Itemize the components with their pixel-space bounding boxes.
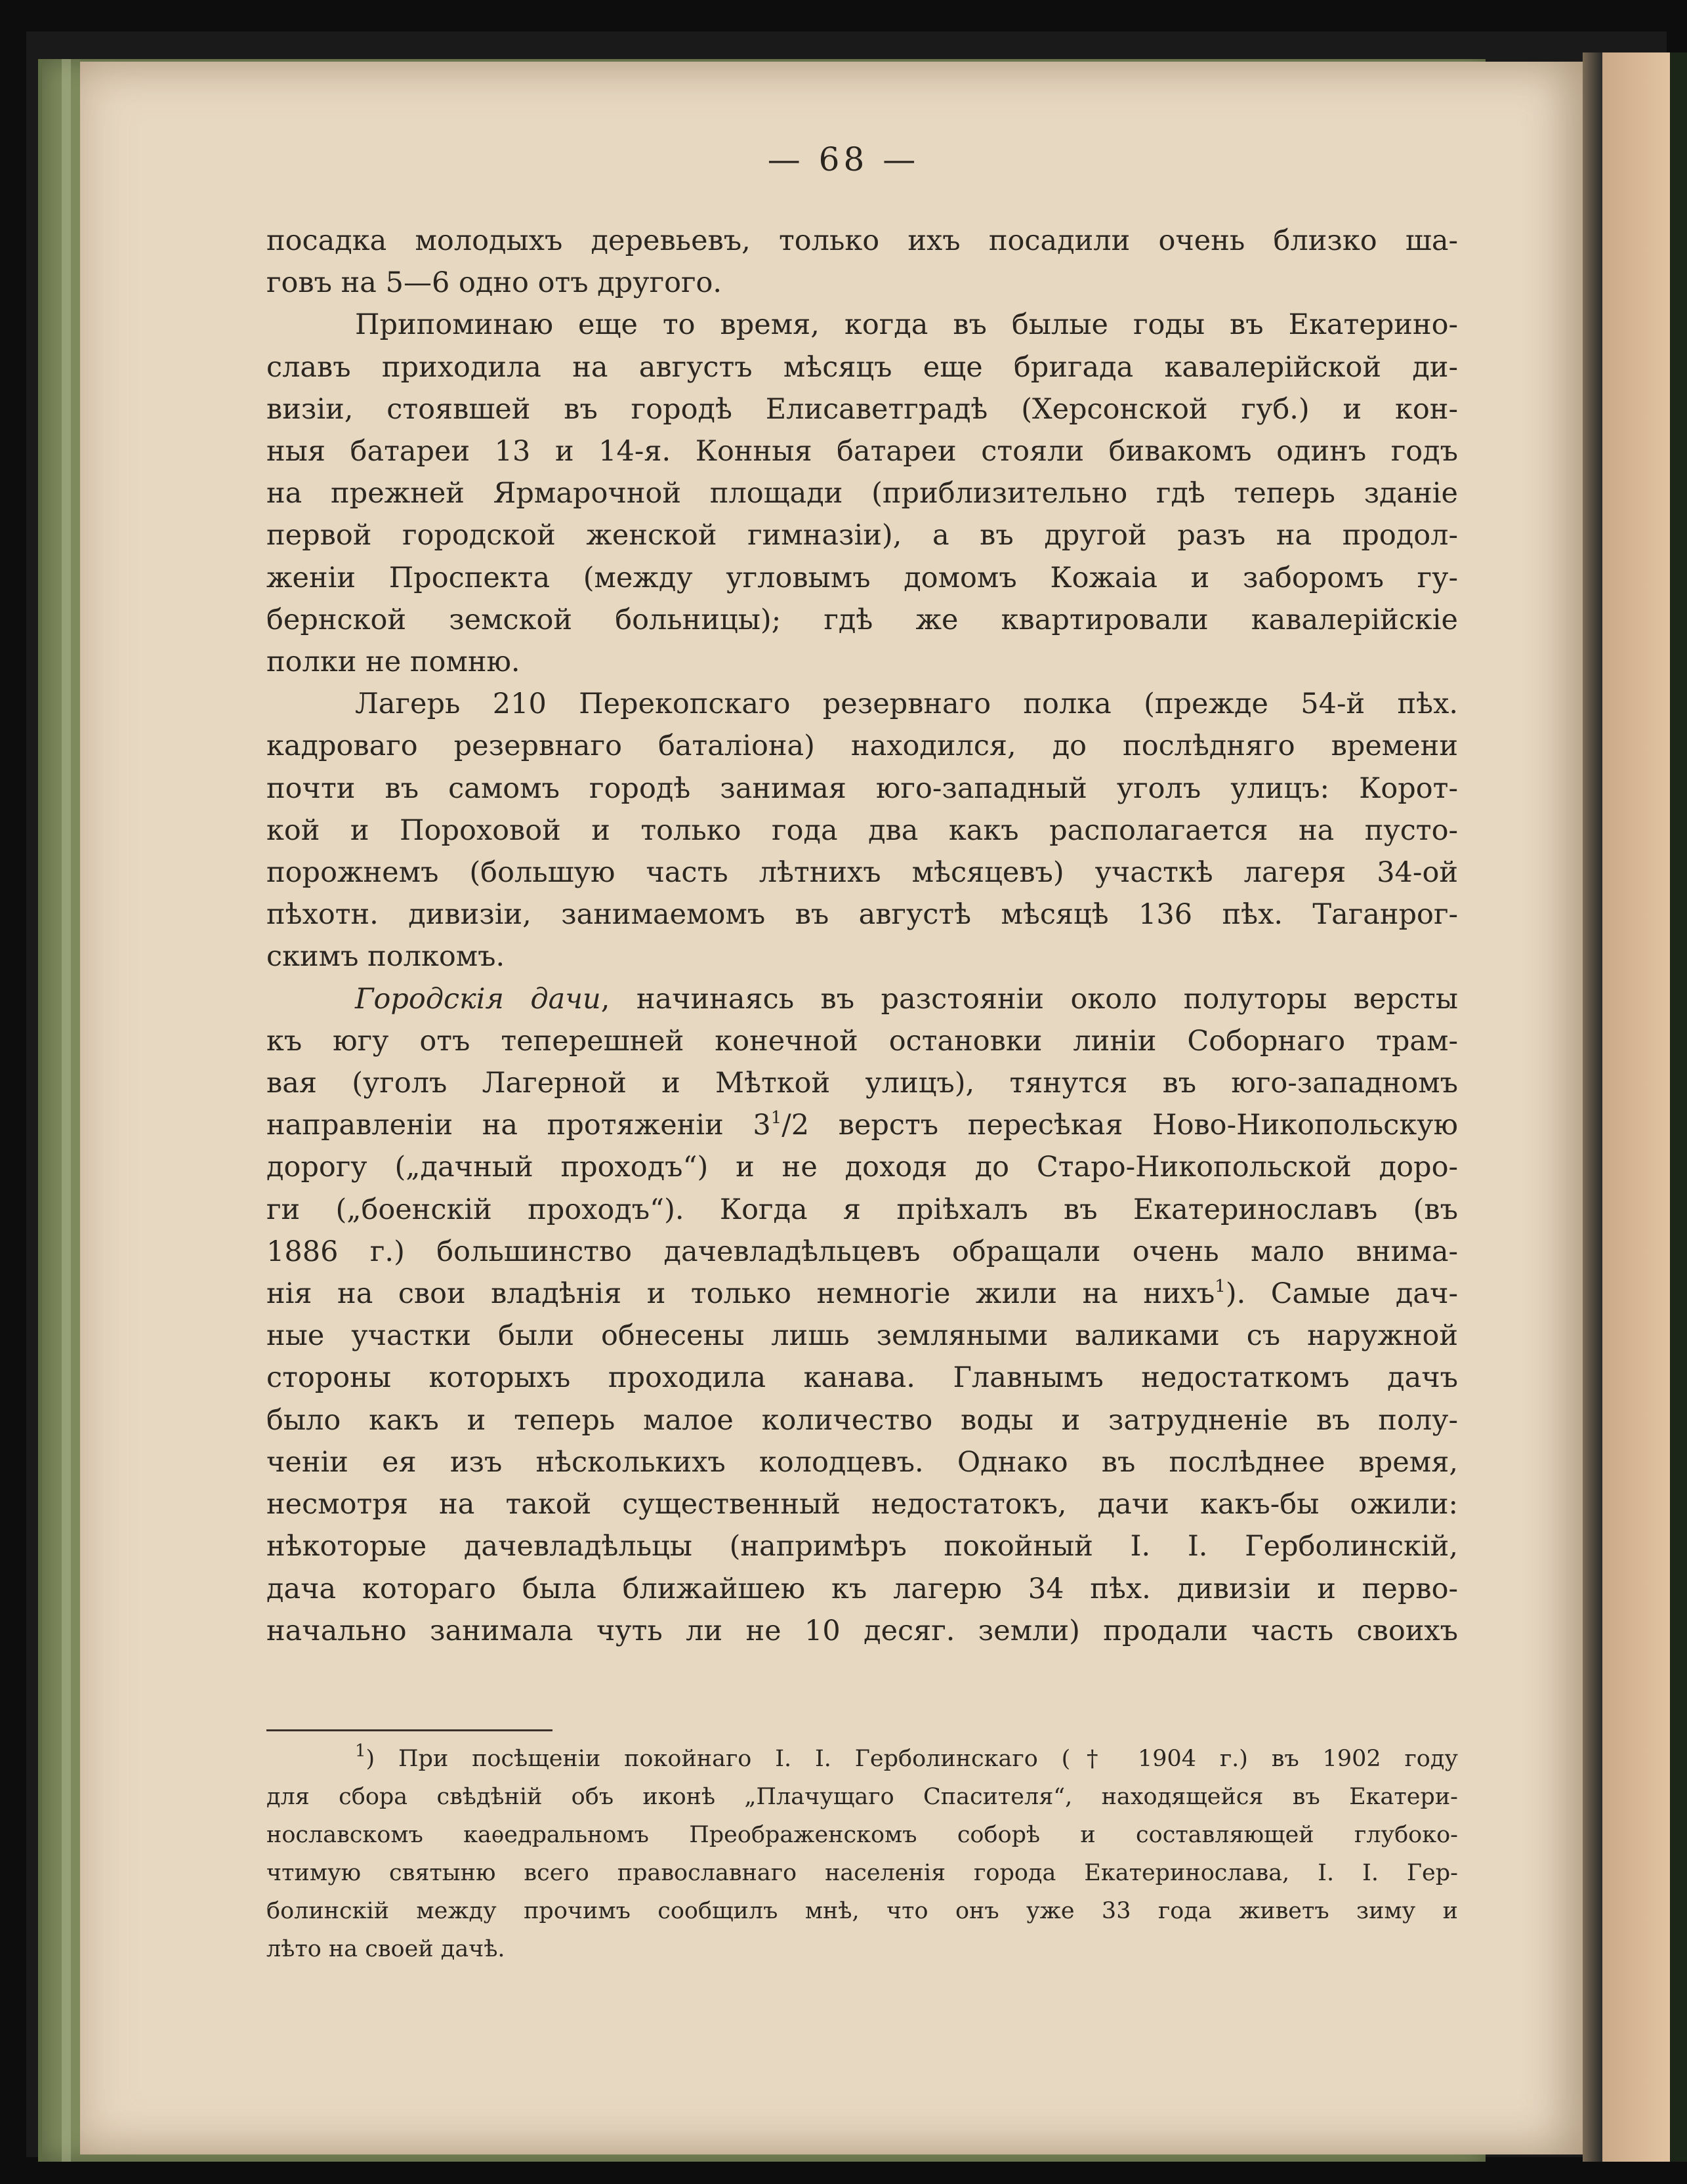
- text-fragment: нія на свои владѣнія и только немногіе жили на нихъ: [266, 1277, 1215, 1311]
- text-line: порожнемъ (большую часть лѣтнихъ мѣсяцевъ) участкѣ лагеря 34-ой: [266, 856, 1458, 890]
- text-line: дорогу („дачный проходъ“) и не доходя до Старо-Никопольской доро-: [266, 1151, 1458, 1184]
- footnote: [266, 1740, 1458, 1968]
- text-line: бернской земской больницы); гдѣ же квартировали кавалерійскіе: [266, 603, 1458, 636]
- text-line: несмотря на такой существенный недостатокъ, дачи какъ-бы ожили:: [266, 1488, 1458, 1521]
- footnote-line: чтимую святыню всего православнаго населенія города Екатеринослава, І. І. Гер-: [266, 1860, 1458, 1886]
- next-page-edge: [1602, 52, 1687, 2162]
- text-line: визіи, стоявшей въ городѣ Елисаветградѣ (Херсонской губ.) и кон-: [266, 392, 1458, 426]
- text-line: говъ на 5—6 одно отъ другого.: [266, 266, 722, 300]
- text-line: вая (уголъ Лагерной и Мѣткой улицъ), тянутся въ юго-западномъ: [266, 1067, 1458, 1100]
- text-line: славъ приходила на августъ мѣсяцъ еще бригада кавалерійской ди-: [266, 350, 1458, 384]
- text-line: полки не помню.: [266, 646, 520, 679]
- book-gutter: [1583, 52, 1602, 2162]
- text-line: женіи Проспекта (между угловымъ домомъ Кожаіа и заборомъ гу-: [266, 561, 1458, 594]
- fraction-numerator: 1: [770, 1107, 782, 1128]
- text-line: ные участки были обнесены лишь земляными валиками съ наружной: [266, 1319, 1458, 1353]
- text-line: ченіи ея изъ нѣсколькихъ колодцевъ. Однако въ послѣднее время,: [266, 1445, 1458, 1479]
- footnote-rule: [266, 1729, 552, 1731]
- text-line: стороны которыхъ проходила канава. Главнымъ недостаткомъ дачъ: [266, 1361, 1458, 1395]
- text-line: [266, 978, 1458, 1020]
- text-line: скимъ полкомъ.: [266, 940, 505, 974]
- text-line: кой и Пороховой и только года два какъ располагается на пусто-: [266, 814, 1458, 847]
- text-fragment: ). Самые дач-: [1225, 1277, 1458, 1311]
- text-line: ги („боенскій проходъ“). Когда я пріѣхалъ въ Екатеринославъ (въ: [266, 1193, 1458, 1226]
- footnote-line: [266, 1740, 1458, 1778]
- text-line: [266, 1273, 1458, 1315]
- footnote-line: для сбора свѣдѣній объ иконѣ „Плачущаго Спасителя“, находящейся въ Екатери-: [266, 1784, 1458, 1810]
- footnote-marker: 1: [355, 1741, 366, 1762]
- text-line: пѣхотн. дивизіи, занимаемомъ въ августѣ мѣсяцѣ 136 пѣх. Таганрог-: [266, 898, 1458, 932]
- body-text: [266, 220, 1458, 1652]
- text-line: 1886 г.) большинство дачевладѣльцевъ обращали очень мало внима-: [266, 1235, 1458, 1268]
- text-line: на прежней Ярмарочной площади (приблизительно гдѣ теперь зданіе: [266, 477, 1458, 510]
- page-number: — 68 —: [767, 140, 920, 178]
- text-line: было какъ и теперь малое количество воды и затрудненіе въ полу-: [266, 1403, 1458, 1437]
- text-line: почти въ самомъ городѣ занимая юго-западный уголъ улицъ: Корот-: [266, 772, 1458, 805]
- text-line: [266, 1104, 1458, 1146]
- italic-term: Городскія дачи: [355, 982, 601, 1016]
- text-fragment: /2 верстъ пересѣкая Ново-Никопольскую: [781, 1109, 1458, 1142]
- text-line: ныя батареи 13 и 14-я. Конныя батареи стояли бивакомъ одинъ годъ: [266, 435, 1458, 468]
- text-line: первой городской женской гимназіи), а въ другой разъ на продол-: [266, 519, 1458, 552]
- text-line: Припоминаю еще то время, когда въ былые годы въ Екатерино-: [355, 308, 1458, 342]
- text-line: Лагерь 210 Перекопскаго резервнаго полка (прежде 54-й пѣх.: [355, 688, 1458, 721]
- footnote-ref: 1: [1215, 1276, 1226, 1296]
- text-line: кадроваго резервнаго баталіона) находился, до послѣдняго времени: [266, 730, 1458, 763]
- text-line: дача котораго была ближайшею къ лагерю 34 пѣх. дивизіи и перво-: [266, 1572, 1458, 1605]
- footnote-line: нославскомъ каѳедральномъ Преображенскомъ соборѣ и составляющей глубоко-: [266, 1822, 1458, 1848]
- text-line: посадка молодыхъ деревьевъ, только ихъ посадили очень близко ша-: [266, 224, 1458, 257]
- text-line: начально занимала чуть ли не 10 десяг. земли) продали часть своихъ: [266, 1614, 1458, 1647]
- text-fragment: направленіи на протяженіи 3: [266, 1109, 771, 1142]
- text-fragment: ) При посѣщеніи покойнаго І. І. Герболинскаго († 1904 г.) въ 1902 году: [365, 1746, 1458, 1772]
- footnote-line: лѣто на своей дачѣ.: [266, 1936, 505, 1962]
- text-line: нѣкоторые дачевладѣльцы (напримѣръ покойный І. І. Герболинскій,: [266, 1530, 1458, 1563]
- footnote-line: болинскій между прочимъ сообщилъ мнѣ, что онъ уже 33 года живетъ зиму и: [266, 1898, 1458, 1924]
- text-fragment: , начинаясь въ разстояніи около полуторы версты: [600, 982, 1458, 1016]
- text-line: къ югу отъ теперешней конечной остановки линіи Соборнаго трам-: [266, 1024, 1458, 1058]
